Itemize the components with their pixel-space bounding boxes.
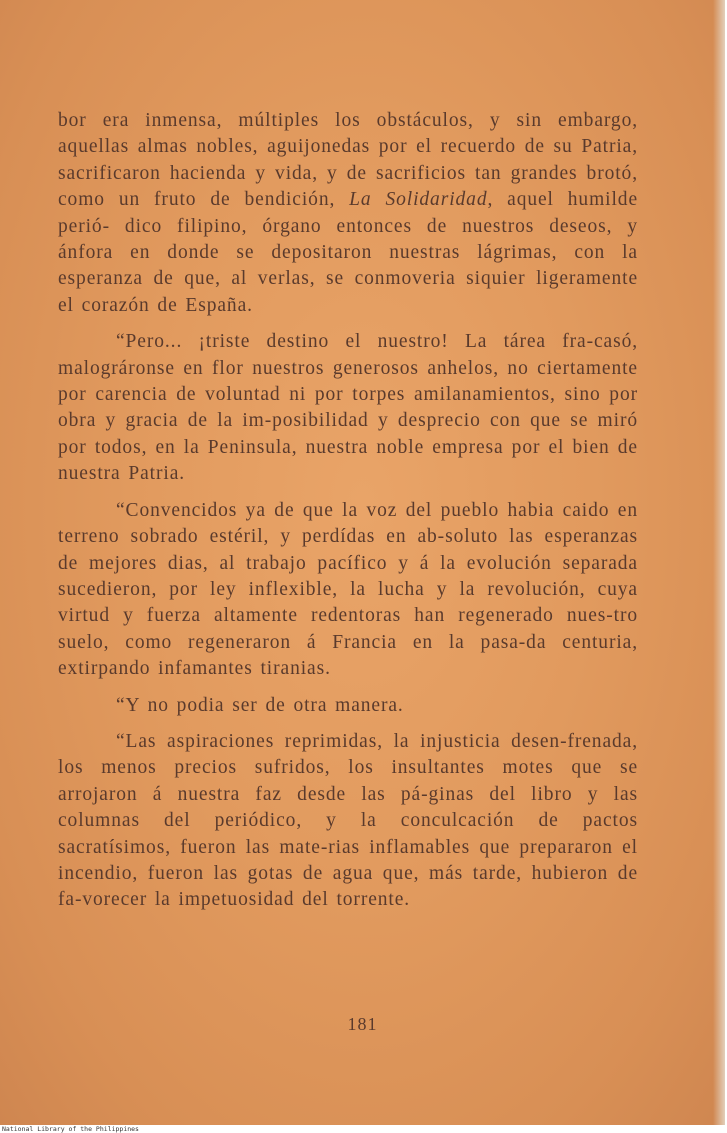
paragraph-4: “Y no podia ser de otra manera.	[116, 694, 404, 716]
text-run: con la esperanza de que, al verlas, se conmoveria	[58, 242, 638, 290]
text-run: dico filipino, órgano entonces de nuestros deseos, y	[124, 215, 638, 237]
text-run: y de sacrificios tan grandes brotó, como un fruto	[58, 162, 638, 211]
text-run: ánfora en donde se depositaron nuestras lágrimas,	[58, 242, 558, 264]
text-run: recuerdo de su Patria, sacrificaron hacienda y vida,	[58, 136, 639, 184]
paragraph-3: “Convencidos ya de que la voz del pueblo habia caido en terreno sobrado estéril, y perdídas en ab-soluto las esperanzas de mejores dias, al trabajo pacífico y á la evolución separada sucedieron, por ley inflexible, la lucha y la revolución, cuya virtud y fuerza altamente redentoras han regenerado nues-tro suelo, como regeneraron á Francia en la pasa-da centuria, extirpando infamantes tiranias.	[58, 499, 638, 680]
text-run: de bendición,	[210, 189, 350, 211]
text-run: embargo, aquellas almas nobles, aguijonedas por el	[58, 110, 638, 158]
newspaper-title: La Solidaridad	[349, 189, 488, 211]
page-number: 181	[347, 1014, 378, 1034]
text-run: , aquel humilde perió-	[58, 189, 638, 237]
paragraph-1	[58, 108, 638, 319]
body-text	[58, 108, 638, 914]
text-run: bor era inmensa, múltiples los obstáculos, y sin	[58, 110, 542, 131]
text-run: siquier ligeramente el corazón de España.	[58, 268, 639, 316]
paragraph-2: “Pero... ¡triste destino el nuestro! La tárea fra-casó, malográronse en flor nuestros generosos anhelos, no ciertamente por carencia de voluntad ni por torpes amilanamientos, sino por obra y gracia de la im-posibilidad y desprecio con que se miró por todos, en la Peninsula, nuestra noble empresa por el bien de nuestra Patria.	[58, 331, 638, 485]
library-credit: National Library of the Philippines	[2, 1125, 139, 1133]
page-edge	[713, 0, 725, 1125]
paragraph-5: “Las aspiraciones reprimidas, la injusticia desen-frenada, los menos precios sufridos, los insultantes motes que se arrojaron á nuestra faz desde las pá-ginas del libro y las columnas del periódico, y la conculcación de pactos sacratísimos, fueron las mate-rias inflamables que prepararon el incendio, fueron las gotas de agua que, más tarde, hubieron de fa-vorecer la impetuosidad del torrente.	[58, 730, 638, 911]
